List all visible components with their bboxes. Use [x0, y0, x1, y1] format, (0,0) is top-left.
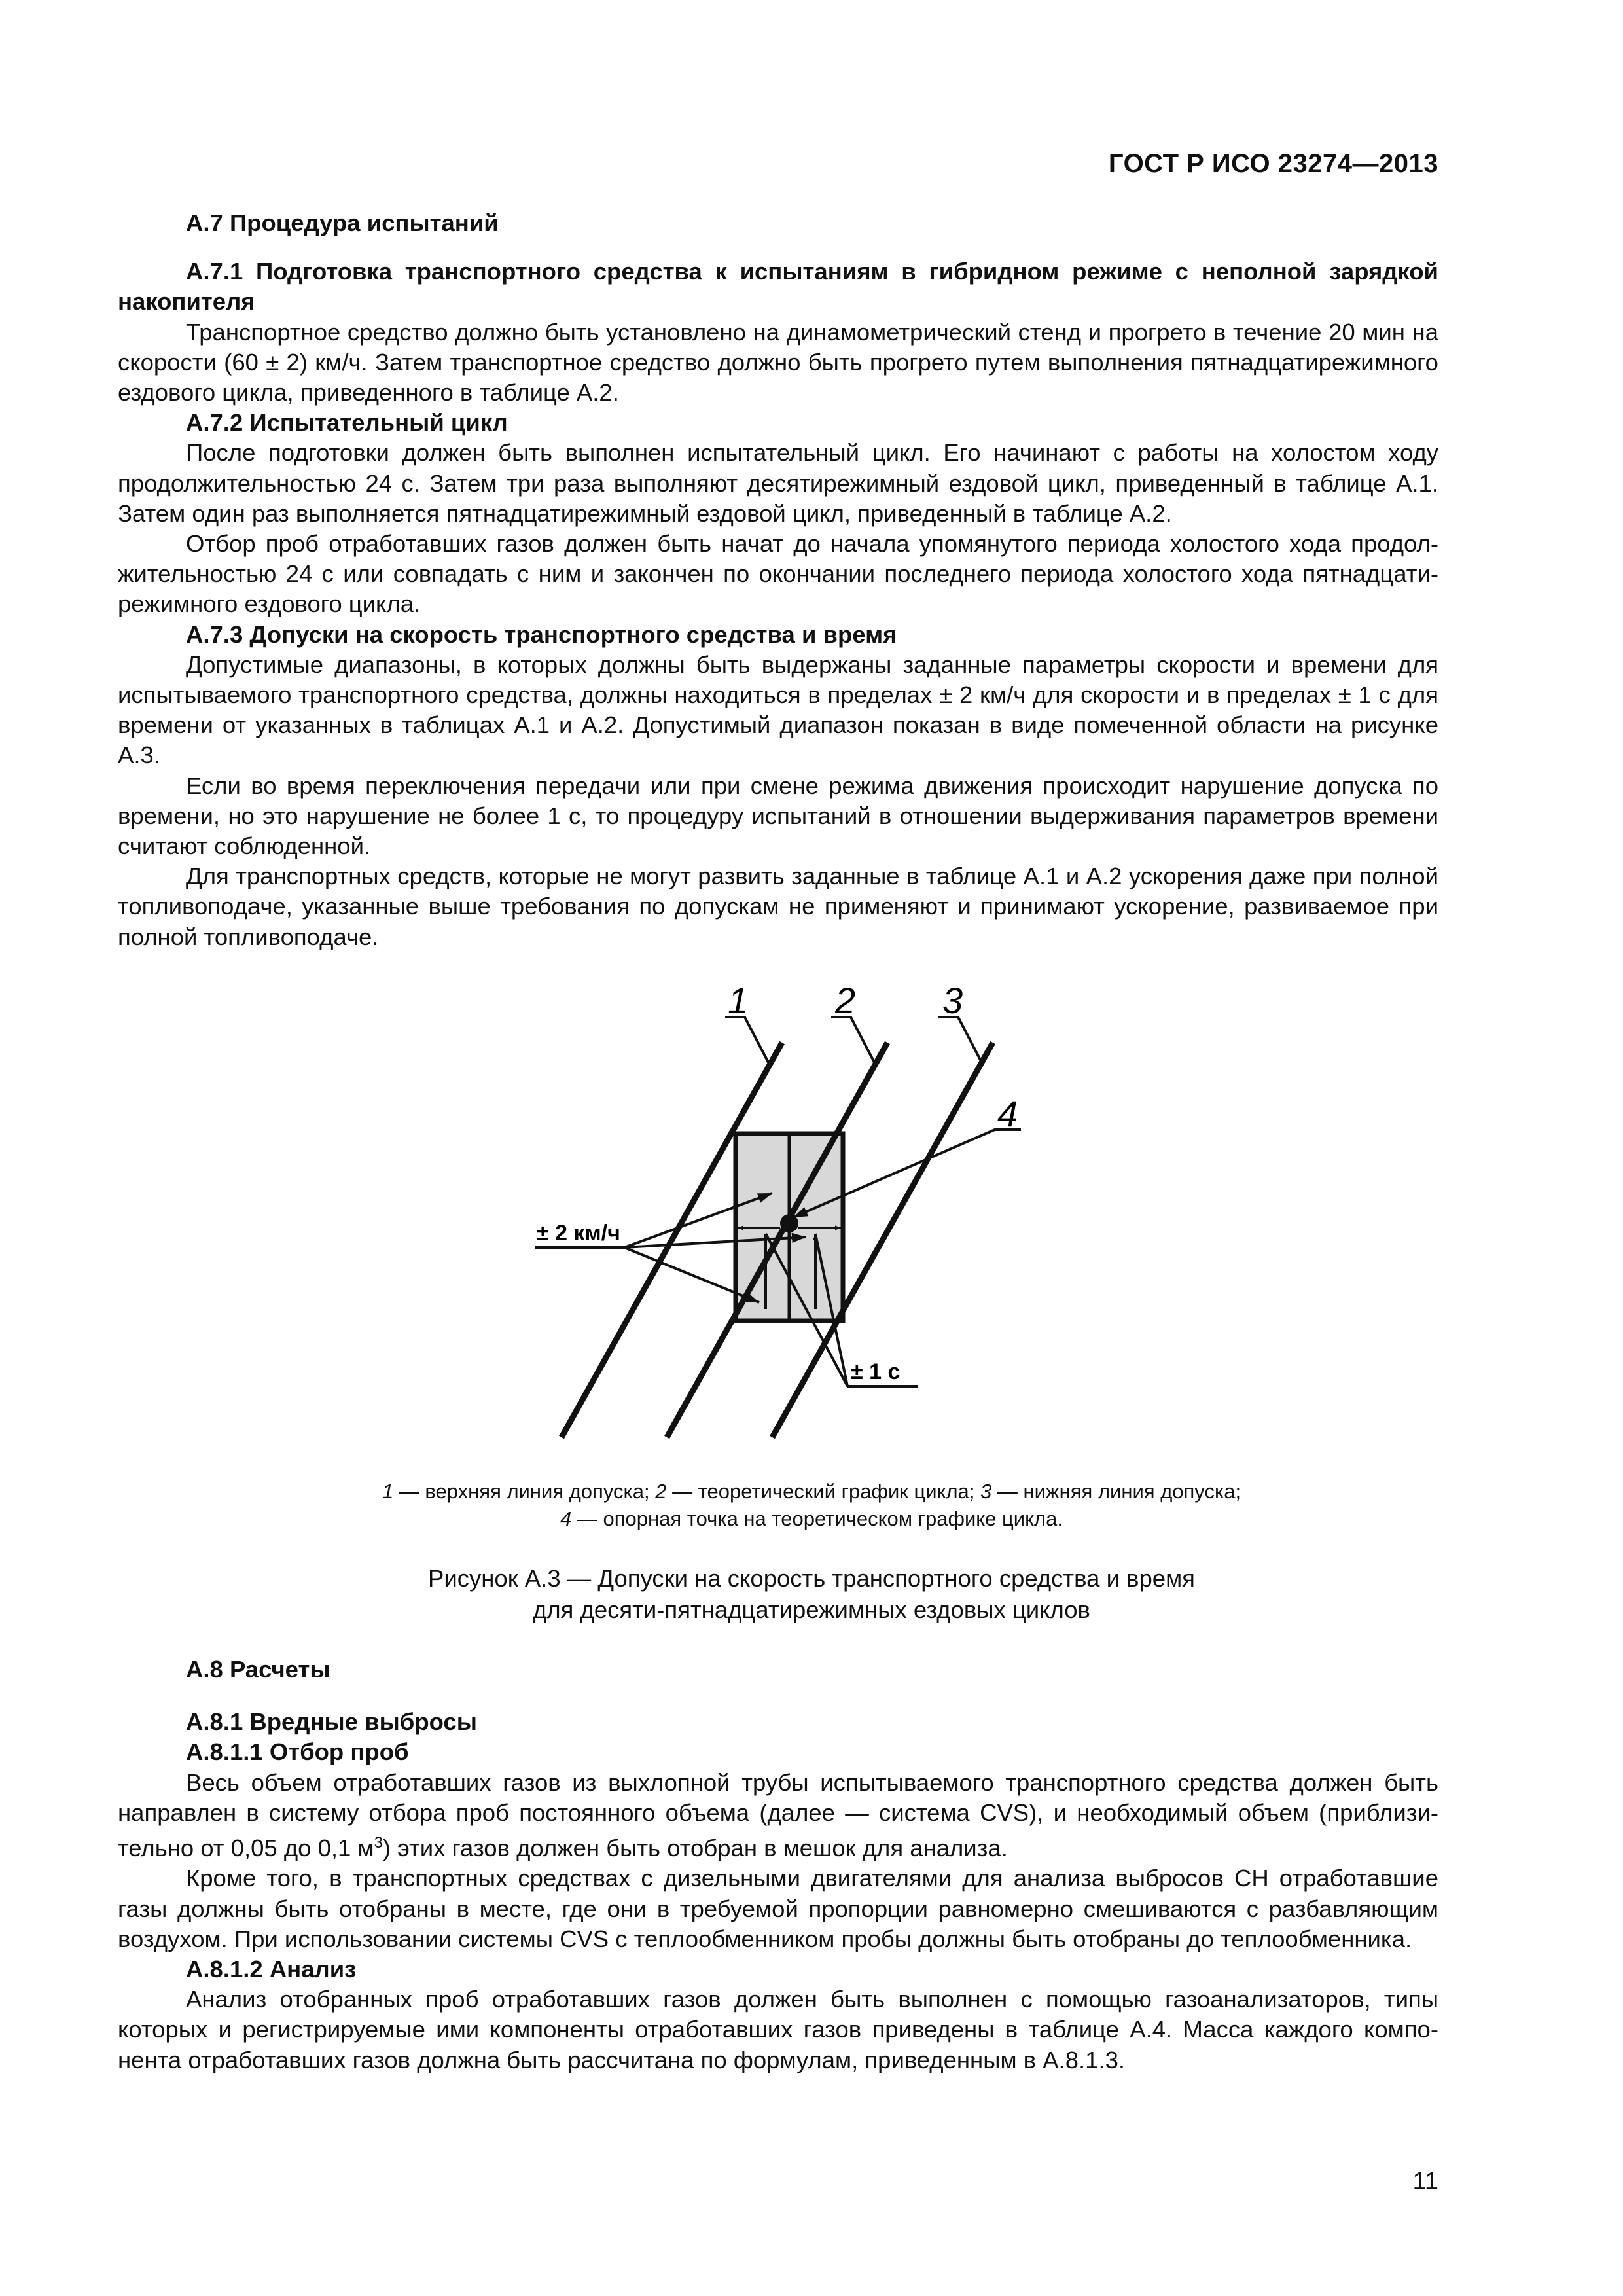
- subsection-title-a812: А.8.1.2 Анализ: [186, 1955, 357, 1982]
- legend-text-3: — нижняя линия допуска;: [991, 1480, 1241, 1503]
- section-title-a8: А.8 Расчеты: [186, 1656, 330, 1683]
- caption-line-2: для десяти-пятнадцатирежимных ездовых циклов: [533, 1596, 1090, 1623]
- document-header: ГОСТ Р ИСО 23274—2013: [1108, 149, 1438, 178]
- caption-line-1: Рисунок А.3 — Допуски на скорость транспортного средства и время: [428, 1565, 1195, 1592]
- subsection-title-a72: А.7.2 Испытательный цикл: [186, 409, 508, 437]
- label-2: 2: [835, 980, 856, 1021]
- time-tolerance-label: ± 1 с: [851, 1359, 901, 1384]
- figure-a3: [0, 972, 1623, 1476]
- paragraph-a811-1-text: Весь объем отработавших газов из выхлопной трубы испытываемого транспортного средства должен быть направлен в систему отбора проб постоянного объема (далее — система CVS), и необходимый объем (приблизительно от 0,05 до 0,1 м: [118, 1768, 1438, 1862]
- legend-line-1: [0, 1478, 1623, 1505]
- figure-caption: [0, 1563, 1623, 1626]
- paragraph-a73-3: Для транспортных средств, которые не могут развить заданные в таблице А.1 и А.2 ускорения даже при полной топливоподаче, указанные выше требования по допускам не применяют и принимают ускорение, развиваемое при полной топливоподаче.: [118, 863, 1438, 950]
- leader-3: [938, 1017, 983, 1065]
- legend-text-4: — опорная точка на теоретическом графике цикла.: [571, 1507, 1063, 1530]
- legend-num-3: 3: [980, 1480, 992, 1503]
- legend-line-2: [0, 1505, 1623, 1533]
- paragraph-a73-2: Если во время переключения передачи или при смене режима движения происходит нарушение допуска по времени, но это нарушение не более 1 с, то процедуру испытаний в отношении выдерживания параметров времени считают соблюденной.: [118, 772, 1438, 860]
- leader-1: [725, 1017, 770, 1065]
- paragraph-a811-1-tail: ) этих газов должен быть отобран в мешок для анализа.: [382, 1835, 1008, 1862]
- paragraph-a72-2: Отбор проб отработавших газов должен быть начат до начала упомянутого периода холостого хода продолжительностью 24 с или совпадать с ним и закончен по окончании последнего периода холостого хода пятнадцатирежимного ездового цикла.: [118, 530, 1438, 618]
- paragraph-a73-1: Допустимые диапазоны, в которых должны быть выдержаны заданные параметры скорости и времени для испытываемого транспортного средства, должны находиться в пределах ± 2 км/ч для скорости и в пределах ± 1 с для времени от указанных в таблицах А.1 и А.2. Допустимый диапазон показан в виде помеченной области на рисунке А.3.: [118, 651, 1438, 769]
- speed-tolerance-label: ± 2 км/ч: [537, 1221, 620, 1246]
- reference-point: [780, 1214, 798, 1232]
- legend-num-1: 1: [382, 1480, 394, 1503]
- legend-num-4: 4: [560, 1507, 572, 1530]
- label-4: 4: [997, 1093, 1018, 1134]
- legend-text-2: — теоретический график цикла;: [666, 1480, 980, 1503]
- section-a7: [118, 208, 1438, 952]
- subsection-title-a811: А.8.1.1 Отбор проб: [186, 1738, 409, 1766]
- label-3: 3: [942, 980, 963, 1021]
- subsection-title-a71: А.7.1 Подготовка транспортного средства к испытаниям в гибридном режиме с неполной зарядкой накопителя: [118, 258, 1438, 315]
- figure-legend: [0, 1478, 1623, 1533]
- legend-num-2: 2: [655, 1480, 667, 1503]
- superscript-3: 3: [374, 1834, 383, 1852]
- label-1: 1: [728, 980, 749, 1021]
- paragraph-a71-1: Транспортное средство должно быть установлено на динамометрический стенд и прогрето в течение 20 мин на скорости (60 ± 2) км/ч. Затем транспортное средство должно быть прогрето путем выполнения пятнадцатирежимного ездового цикла, приведенного в таблице А.2.: [118, 318, 1438, 406]
- subsection-title-a73: А.7.3 Допуски на скорость транспортного средства и время: [186, 620, 897, 648]
- leader-2: [831, 1017, 876, 1065]
- section-a8: [118, 1655, 1438, 2075]
- legend-text-1: — верхняя линия допуска;: [393, 1480, 656, 1503]
- section-title-a7: А.7 Процедура испытаний: [186, 209, 499, 236]
- paragraph-a812-1: Анализ отобранных проб отработавших газов должен быть выполнен с помощью газоанализаторов, типы которых и регистрируемые ими компоненты отработавших газов приведены в таблице А.4. Масса каждого компонента отработавших газов должна быть рассчитана по формулам, приведенным в А.8.1.3.: [118, 1986, 1438, 2073]
- paragraph-a72-1: После подготовки должен быть выполнен испытательный цикл. Его начинают с работы на холостом ходу продолжительностью 24 с. Затем три раза выполняют десятирежимный ездовой цикл, приведенный в таблице А.1. Затем один раз выполняется пятнадцатирежимный ездовой цикл, приведенный в таблице А.2.: [118, 439, 1438, 527]
- subsection-title-a81: А.8.1 Вредные выбросы: [186, 1708, 477, 1736]
- page-number: 11: [1412, 2168, 1438, 2195]
- paragraph-a811-2: Кроме того, в транспортных средствах с дизельными двигателями для анализа выбросов СН отработавшие газы должны быть отобраны в месте, где они в требуемой пропорции равномерно смешиваются с разбавляющим воздухом. При использовании системы CVS с теплообменником пробы должны быть отобраны до теплообменника.: [118, 1865, 1438, 1952]
- paragraph-a811-1: [118, 1768, 1438, 1864]
- tolerance-diagram: [0, 972, 1623, 1476]
